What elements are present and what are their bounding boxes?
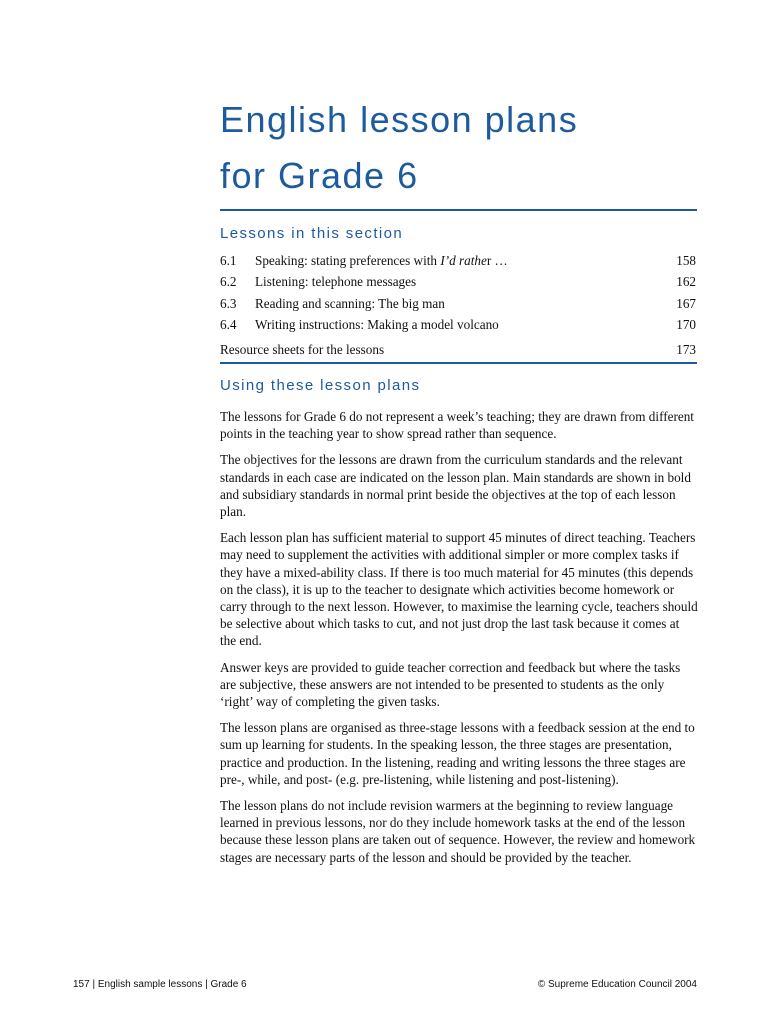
lessons-table-of-contents [220,250,696,357]
footer-page-info: 157 | English sample lessons | Grade 6 [73,979,247,990]
page-title-line-1: English lesson plans [220,99,579,140]
toc-page-number: 158 [676,253,696,268]
page-footer [73,979,697,990]
toc-title: Listening: telephone messages [255,274,417,290]
lessons-section-heading: Lessons in this section [220,225,404,242]
toc-number: 6.3 [220,295,237,311]
page-title-line-2: for Grade 6 [220,155,419,196]
toc-row-6-2[interactable] [220,271,696,292]
page-title [220,92,720,204]
body-paragraph: The lesson plans do not include revision warmers at the beginning to review language learned in previous lessons, nor do they include homework tasks at the end of the lesson because these lesson plans are taken out of sequence. However, the review and homework stages are necessary parts of the lesson and should be provided by the teacher. [220,798,696,865]
toc-title: Speaking: stating preferences with I’d rather … [255,253,508,268]
body-paragraph: The lessons for Grade 6 do not represent a week’s teaching; they are drawn from different points in the teaching year to show spread rather than sequence. [220,409,694,442]
section-divider-top [220,209,697,211]
body-paragraph: Each lesson plan has sufficient material to support 45 minutes of direct teaching. Teachers may need to supplement the activities with additional simpler or more complex tasks if they have a mixed-ability class. If there is too much material for 45 minutes (this depends on the class), it is up to the teacher to designate which activities become homework or carry through to the next lesson. However, to maximise the learning cycle, teachers should be selective about which tasks to cut, and not just drop the last task because it comes at the end. [220,530,698,649]
toc-title: Resource sheets for the lessons [220,342,385,357]
toc-title-italic: I’d rathe [440,253,487,268]
toc-number: 6.4 [220,316,237,332]
using-section-heading: Using these lesson plans [220,377,421,394]
body-paragraph: Answer keys are provided to guide teacher correction and feedback but where the tasks are subjective, these answers are not intended to be presented to students as the only ‘right’ way of completing the given tasks. [220,659,681,710]
body-paragraph: The objectives for the lessons are drawn from the curriculum standards and the relevant standards in each case are indicated on the lesson plan. Main standards are shown in bold and subsidiary standards in normal print beside the objectives at the top of each lesson plan. [220,452,691,520]
toc-number: 6.1 [220,253,237,268]
toc-number: 6.2 [220,274,237,290]
toc-page-number: 162 [676,274,696,290]
body-paragraph: The lesson plans are organised as three-stage lessons with a feedback session at the end to sum up learning for students. In the speaking lesson, the three stages are presentation, practice and production. In the listening, reading and writing lessons the three stages are pre-, while, and post- (e.g. pre-listening, while listening and post-listening). [220,720,695,787]
using-section-body [220,408,698,875]
toc-page-number: 173 [676,342,696,357]
toc-title: Reading and scanning: The big man [255,295,445,311]
toc-page-number: 167 [676,295,696,311]
section-divider-bottom [220,362,697,364]
toc-title: Writing instructions: Making a model volcano [255,316,499,332]
toc-page-number: 170 [676,316,696,332]
footer-copyright: © Supreme Education Council 2004 [537,979,697,990]
toc-row-6-4[interactable] [220,314,696,335]
toc-row-6-1[interactable] [220,250,696,271]
toc-row-6-3[interactable] [220,293,696,314]
toc-row-resource-sheets[interactable] [220,339,696,360]
